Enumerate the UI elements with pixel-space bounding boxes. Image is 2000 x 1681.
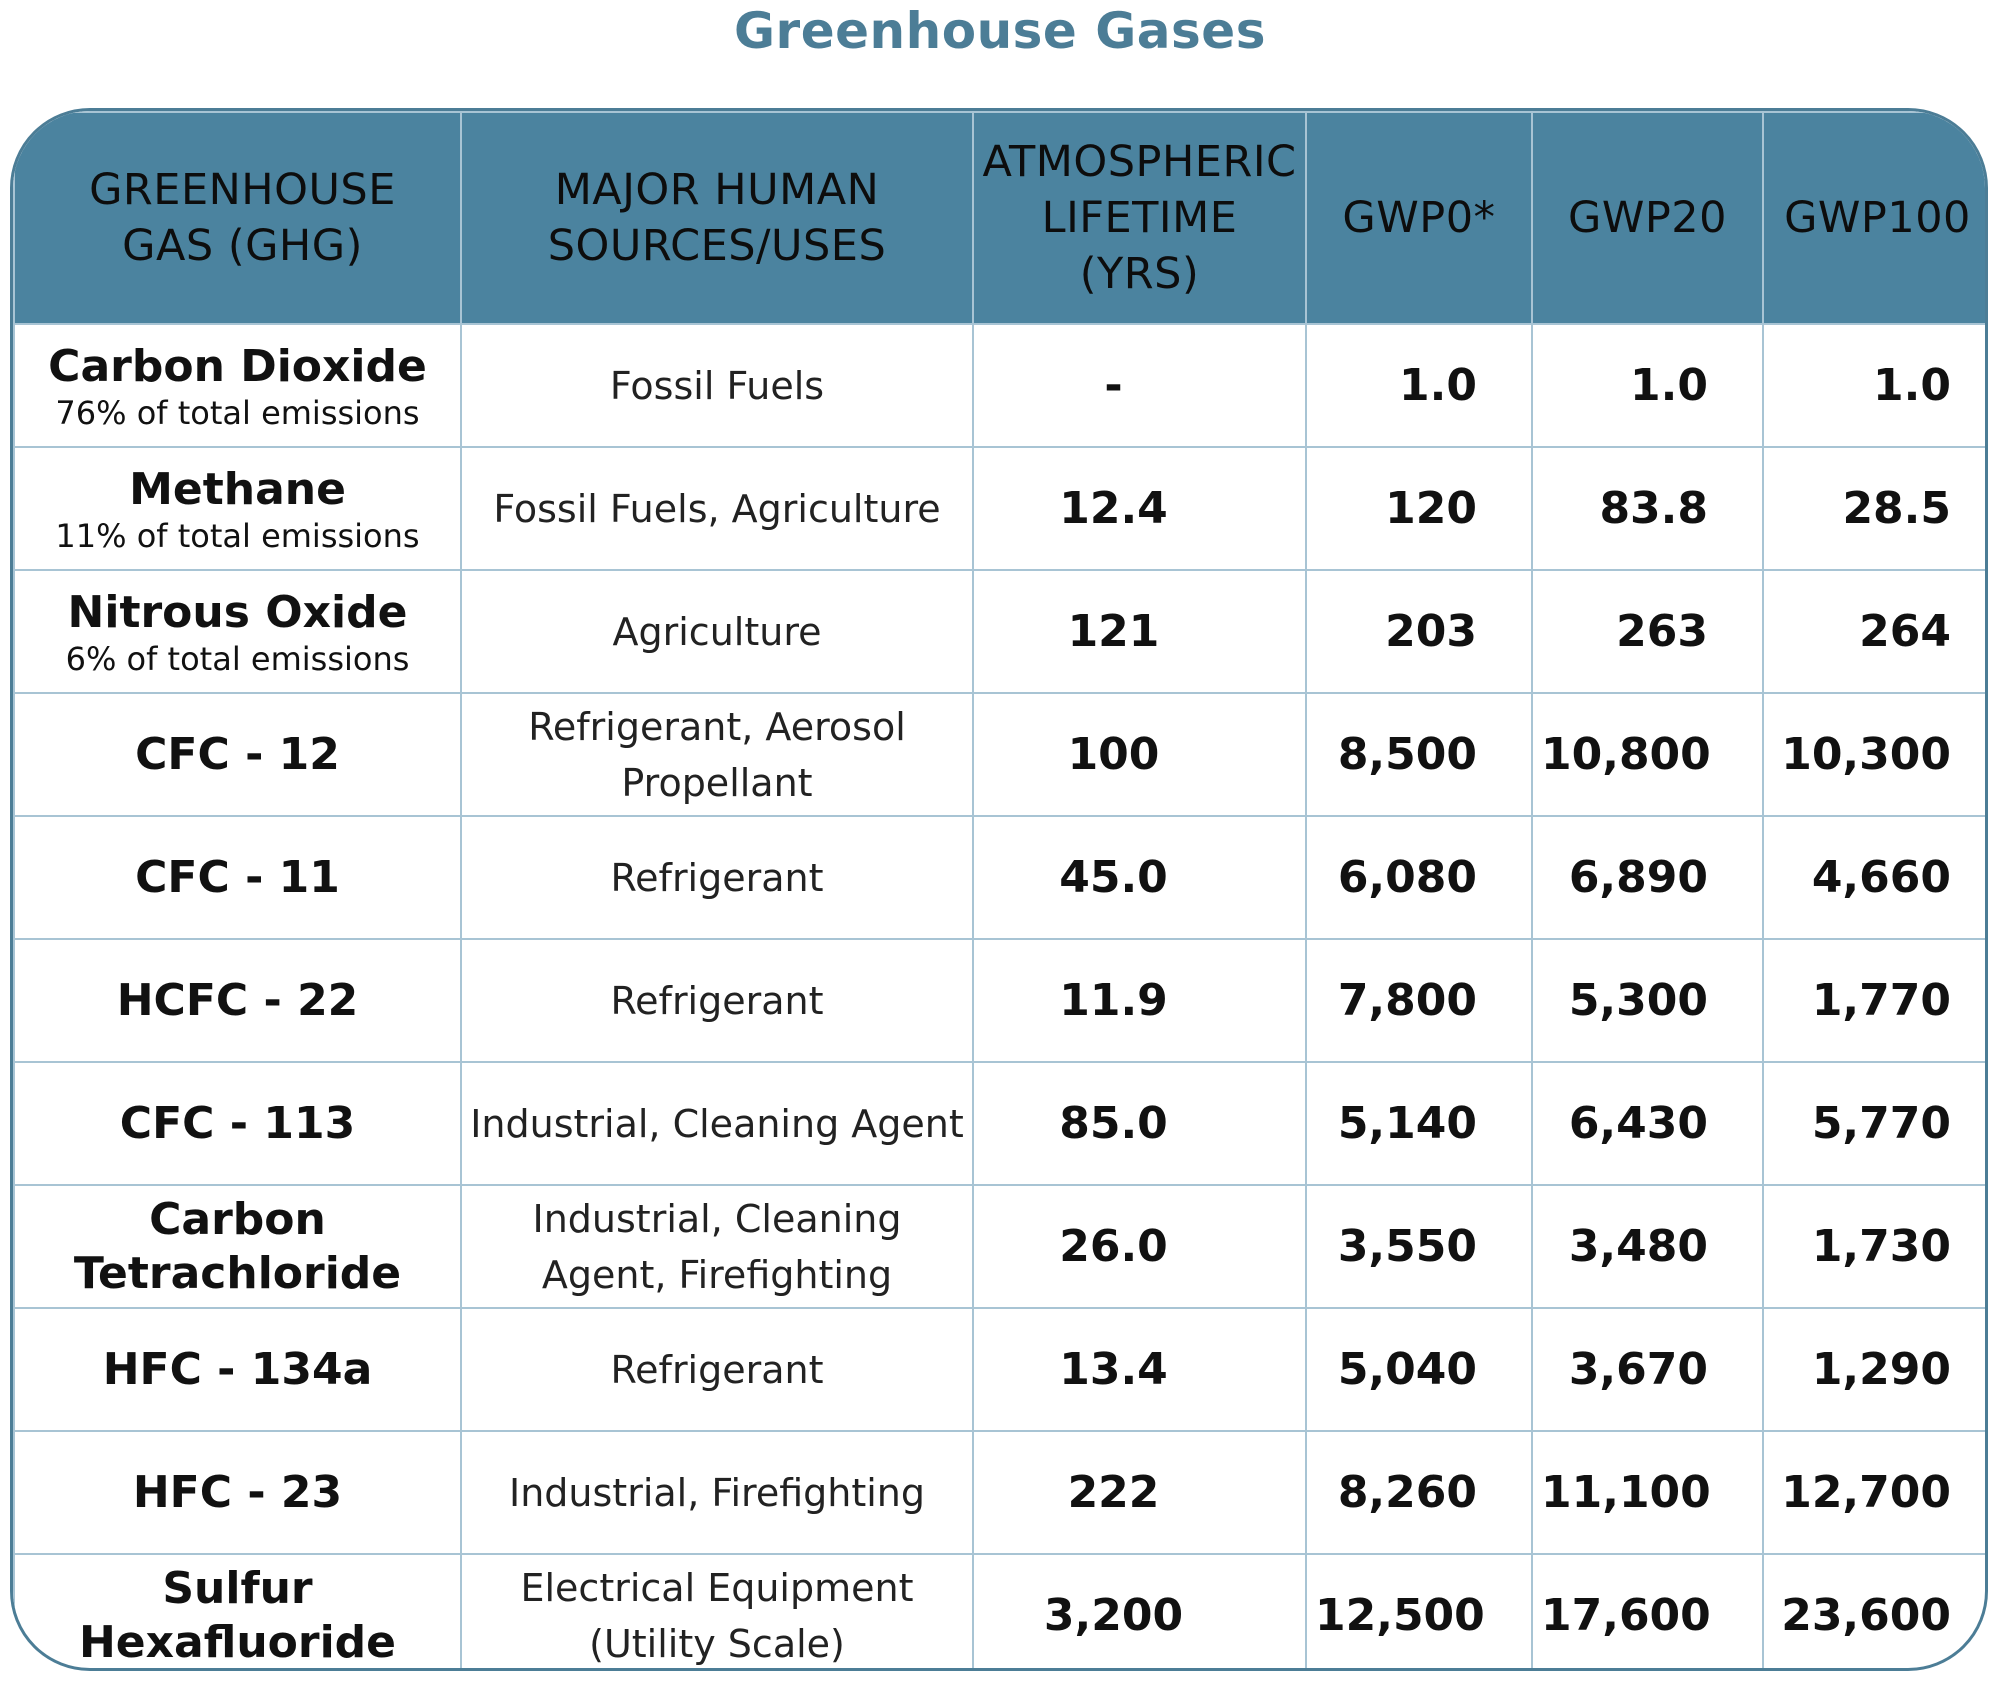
cell-gwp0: 8,500 — [1306, 693, 1532, 816]
gas-name: HFC - 23 — [132, 1466, 343, 1518]
cell-gas — [14, 1185, 461, 1308]
cell-sources: Electrical Equipment (Utility Scale) — [461, 1554, 973, 1671]
header-gas: GREENHOUSE GAS (GHG) — [14, 112, 461, 324]
cell-gas — [14, 1062, 461, 1185]
table-row — [14, 1062, 1988, 1185]
cell-gas — [14, 324, 461, 447]
cell-gwp20: 6,430 — [1532, 1062, 1763, 1185]
table-row — [14, 324, 1988, 447]
cell-lifetime: 12.4 — [973, 447, 1306, 570]
cell-gas — [14, 570, 461, 693]
cell-gwp100: 1,730 — [1763, 1185, 1988, 1308]
cell-gas — [14, 939, 461, 1062]
cell-gwp20: 17,600 — [1532, 1554, 1763, 1671]
cell-gwp100: 23,600 — [1763, 1554, 1988, 1671]
cell-gwp0: 8,260 — [1306, 1431, 1532, 1554]
cell-sources: Industrial, Firefighting — [461, 1431, 973, 1554]
cell-gwp0: 6,080 — [1306, 816, 1532, 939]
cell-lifetime: 3,200 — [973, 1554, 1306, 1671]
cell-gwp20: 1.0 — [1532, 324, 1763, 447]
cell-gwp0: 5,040 — [1306, 1308, 1532, 1431]
cell-gwp20: 10,800 — [1532, 693, 1763, 816]
cell-gwp0: 203 — [1306, 570, 1532, 693]
header-sources: MAJOR HUMAN SOURCES/USES — [461, 112, 973, 324]
gas-emission-share: 11% of total emissions — [55, 516, 420, 555]
gas-name: Carbon Dioxide — [48, 340, 427, 392]
cell-lifetime: 13.4 — [973, 1308, 1306, 1431]
cell-gwp100: 1,770 — [1763, 939, 1988, 1062]
cell-gwp100: 12,700 — [1763, 1431, 1988, 1554]
table-row — [14, 570, 1988, 693]
table-body — [14, 324, 1988, 1671]
cell-gwp100: 4,660 — [1763, 816, 1988, 939]
cell-gwp100: 10,300 — [1763, 693, 1988, 816]
cell-gwp20: 11,100 — [1532, 1431, 1763, 1554]
table-row — [14, 693, 1988, 816]
cell-gwp100: 5,770 — [1763, 1062, 1988, 1185]
gas-name: CFC - 113 — [119, 1097, 356, 1149]
cell-lifetime: 100 — [973, 693, 1306, 816]
cell-gwp0: 7,800 — [1306, 939, 1532, 1062]
table-row — [14, 816, 1988, 939]
cell-gwp100: 1,290 — [1763, 1308, 1988, 1431]
gas-name: Carbon Tetrachloride — [73, 1193, 402, 1299]
gas-name: Nitrous Oxide — [67, 586, 408, 638]
gas-emission-share: 76% of total emissions — [55, 393, 420, 432]
cell-gas — [14, 1431, 461, 1554]
cell-gwp0: 12,500 — [1306, 1554, 1532, 1671]
cell-gwp0: 120 — [1306, 447, 1532, 570]
header-gwp100: GWP100 — [1763, 112, 1988, 324]
cell-gas — [14, 816, 461, 939]
cell-gwp0: 3,550 — [1306, 1185, 1532, 1308]
gas-name: CFC - 11 — [135, 851, 340, 903]
cell-sources: Industrial, Cleaning Agent — [461, 1062, 973, 1185]
table-row — [14, 1308, 1988, 1431]
table-row — [14, 1554, 1988, 1671]
cell-gwp20: 263 — [1532, 570, 1763, 693]
ghg-table — [13, 111, 1988, 1671]
cell-sources: Refrigerant — [461, 939, 973, 1062]
cell-sources: Agriculture — [461, 570, 973, 693]
gas-name: Sulfur Hexafluoride — [78, 1562, 397, 1668]
cell-lifetime: 121 — [973, 570, 1306, 693]
gas-name: HFC - 134a — [102, 1343, 373, 1395]
page-title: Greenhouse Gases — [734, 2, 1266, 60]
table-row — [14, 1431, 1988, 1554]
ghg-table-frame — [10, 108, 1988, 1671]
cell-lifetime: 222 — [973, 1431, 1306, 1554]
cell-gwp20: 3,480 — [1532, 1185, 1763, 1308]
table-row — [14, 939, 1988, 1062]
cell-gas — [14, 447, 461, 570]
cell-gwp0: 1.0 — [1306, 324, 1532, 447]
cell-gwp100: 28.5 — [1763, 447, 1988, 570]
cell-lifetime: - — [973, 324, 1306, 447]
cell-lifetime: 85.0 — [973, 1062, 1306, 1185]
cell-lifetime: 45.0 — [973, 816, 1306, 939]
cell-gas — [14, 693, 461, 816]
table-header-row — [14, 112, 1988, 324]
cell-gwp100: 1.0 — [1763, 324, 1988, 447]
header-gwp0: GWP0* — [1306, 112, 1532, 324]
cell-gwp20: 6,890 — [1532, 816, 1763, 939]
cell-sources: Refrigerant — [461, 1308, 973, 1431]
cell-lifetime: 26.0 — [973, 1185, 1306, 1308]
cell-sources: Fossil Fuels, Agriculture — [461, 447, 973, 570]
header-lifetime: ATMOSPHERIC LIFETIME (YRS) — [973, 112, 1306, 324]
cell-gwp20: 5,300 — [1532, 939, 1763, 1062]
cell-lifetime: 11.9 — [973, 939, 1306, 1062]
cell-gas — [14, 1308, 461, 1431]
cell-sources: Refrigerant — [461, 816, 973, 939]
cell-sources: Fossil Fuels — [461, 324, 973, 447]
cell-gwp20: 83.8 — [1532, 447, 1763, 570]
cell-gwp100: 264 — [1763, 570, 1988, 693]
header-gwp20: GWP20 — [1532, 112, 1763, 324]
cell-gwp0: 5,140 — [1306, 1062, 1532, 1185]
table-row — [14, 1185, 1988, 1308]
table-row — [14, 447, 1988, 570]
gas-emission-share: 6% of total emissions — [65, 639, 410, 678]
cell-sources: Industrial, Cleaning Agent, Firefighting — [461, 1185, 973, 1308]
cell-sources: Refrigerant, Aerosol Propellant — [461, 693, 973, 816]
gas-name: HCFC - 22 — [116, 974, 359, 1026]
cell-gwp20: 3,670 — [1532, 1308, 1763, 1431]
gas-name: CFC - 12 — [135, 728, 340, 780]
gas-name: Methane — [129, 463, 346, 515]
cell-gas — [14, 1554, 461, 1671]
